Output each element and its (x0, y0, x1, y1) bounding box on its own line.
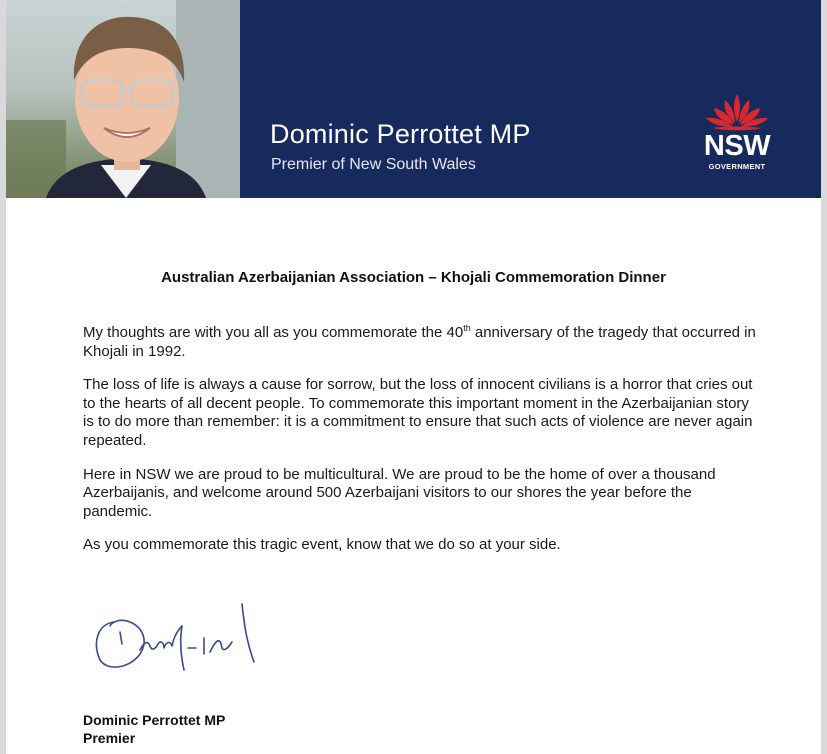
header-subtitle: Premier of New South Wales (271, 156, 476, 173)
logo-wordmark: NSW (703, 130, 771, 162)
nsw-government-logo (699, 92, 775, 176)
letter-heading: Australian Azerbaijanian Association – Khojali Commemoration Dinner (161, 269, 666, 286)
paragraph-3: Here in NSW we are proud to be multicultural. We are proud to be the home of over a thousand Azerbaijanis, and welcome around 500 Azerbaijani visitors to our shores the year before the pandemic. (83, 465, 716, 520)
letter-body (83, 324, 763, 570)
signoff-name: Dominic Perrottet MP (83, 712, 226, 728)
header-name: Dominic Perrottet MP (270, 119, 531, 149)
handwritten-signature (86, 592, 276, 682)
paragraph-4: As you commemorate this tragic event, know that we do so at your side. (83, 536, 561, 554)
letter-page (6, 0, 821, 754)
logo-subtext: GOVERNMENT (708, 162, 766, 171)
portrait-photo (6, 0, 240, 198)
paragraph-1: My thoughts are with you all as you commemorate the 40th anniversary of the tragedy that occurred in Khojali in 1992. (83, 323, 756, 360)
signoff-role: Premier (83, 730, 136, 746)
waratah-icon (699, 92, 775, 132)
paragraph-2: The loss of life is always a cause for sorrow, but the loss of innocent civilians is a horror that cries out to the hearts of all decent people. To commemorate this important moment in the Azerbaijanian story is to do more than remember: it is a commitment to ensure that such acts of violence are never again repeated. (83, 376, 753, 449)
signoff-block (83, 711, 225, 747)
header-banner (6, 0, 821, 198)
